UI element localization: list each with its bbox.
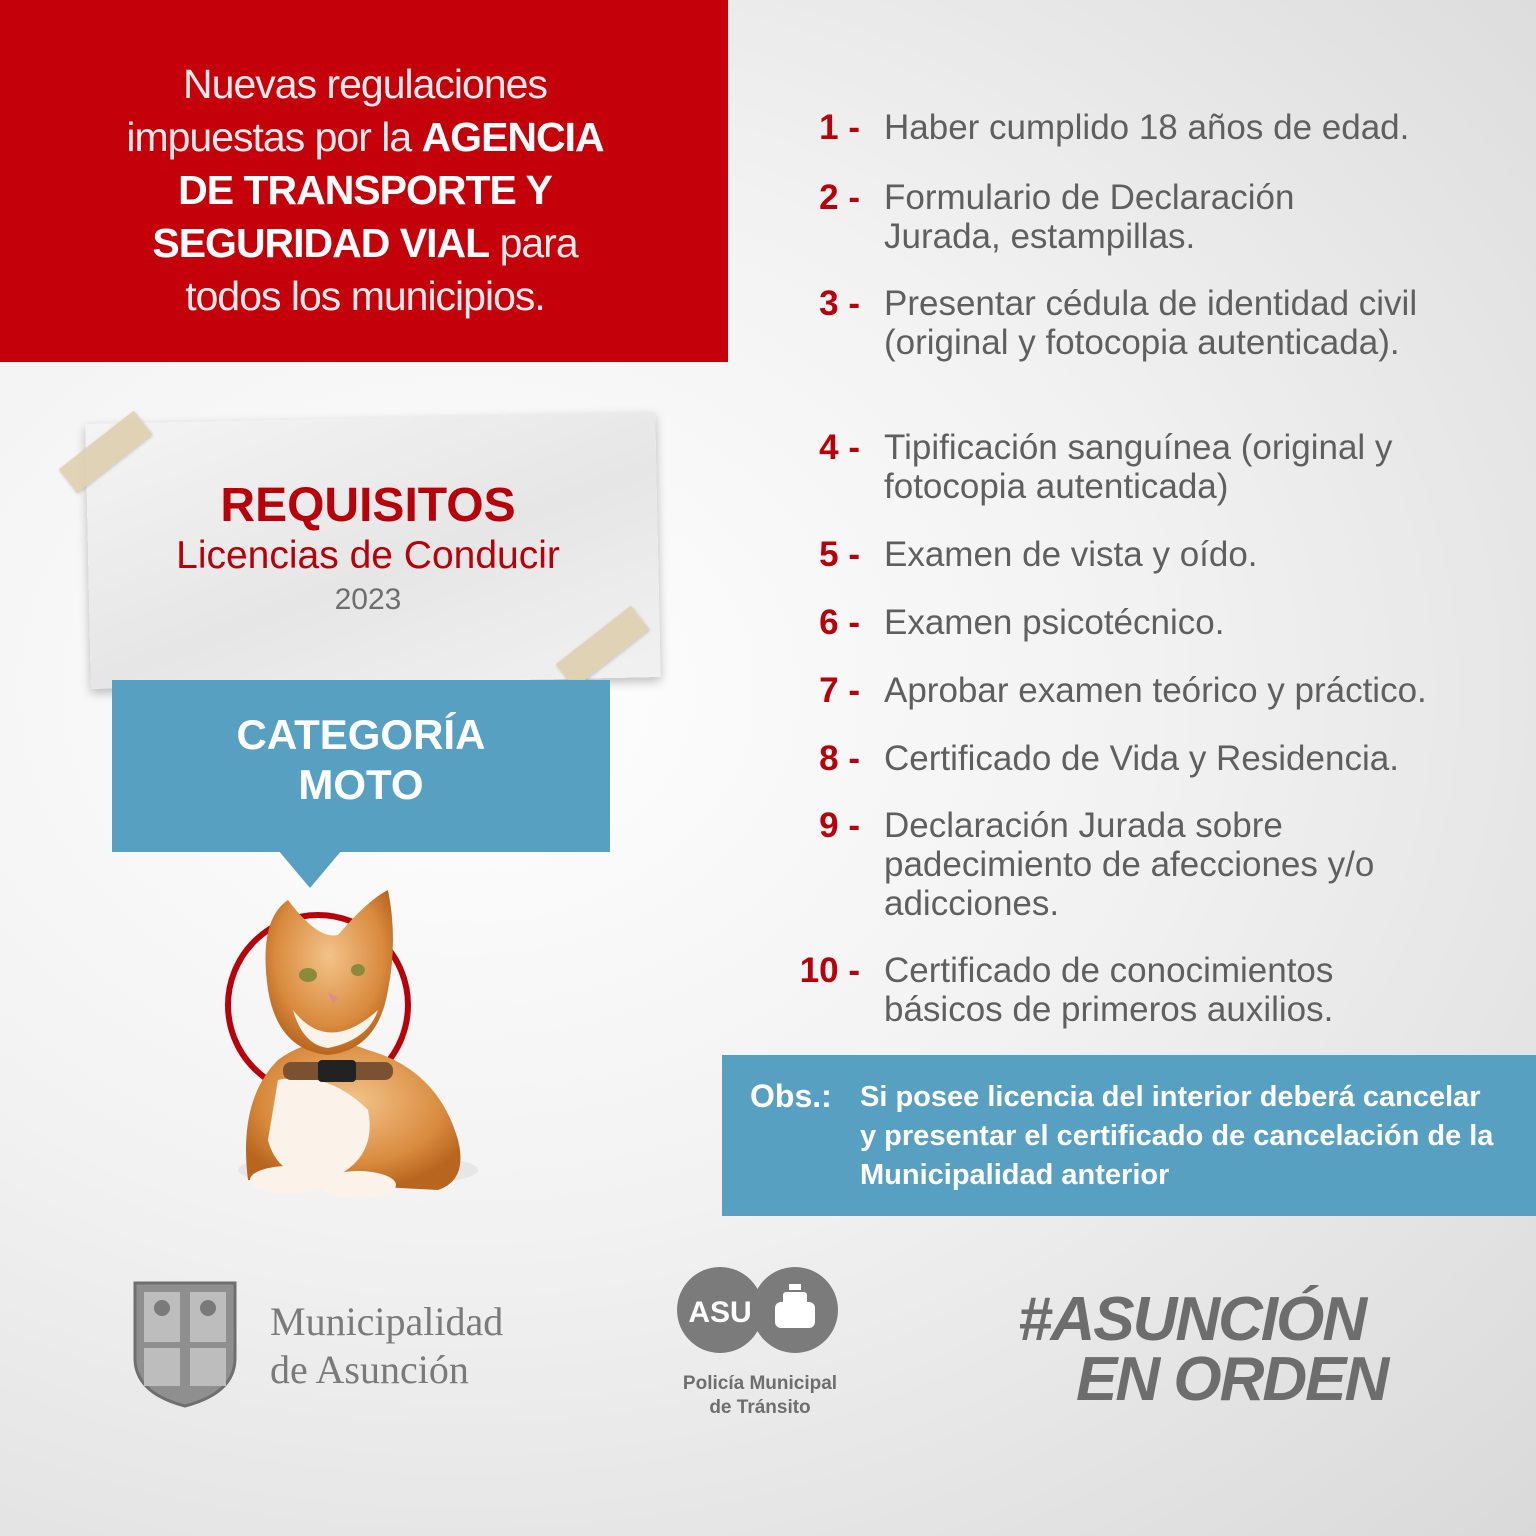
title-card-text [88,478,648,622]
header-line-3-bold: DE TRANSPORTE Y [178,167,552,213]
list-item [760,108,1464,147]
observation-text: Si posee licencia del interior deberá cancelar y presentar el certificado de cancelación de la Municipalidad anterior [860,1081,1494,1191]
item-text: Haber cumplido 18 años de edad. [884,108,1410,147]
header-text [60,58,670,323]
list-item [760,535,1464,574]
item-number: 4 - [819,428,860,467]
municipality-line-2: de Asunción [270,1347,469,1392]
police-name [640,1372,880,1420]
item-number: 1 - [819,108,860,147]
list-item [760,806,1444,923]
item-text: Examen de vista y oído. [884,535,1258,574]
header-line-1: Nuevas regulaciones [183,61,547,107]
item-number: 6 - [819,603,860,642]
list-item [760,428,1424,506]
requirements-subtitle: Licencias de Conducir [176,534,560,577]
list-item [760,178,1354,256]
category-line-2: MOTO [298,761,424,808]
hashtag-logo [1018,1285,1388,1414]
police-line-1: Policía Municipal [682,1373,838,1394]
header-line-2-pre: impuestas por la [126,114,422,160]
category-text [112,710,610,810]
item-number: 2 - [819,178,860,217]
requirements-title: REQUISITOS [220,479,516,532]
item-number: 9 - [819,806,860,845]
item-number: 10 - [799,951,860,990]
list-item [760,671,1504,710]
requirements-year: 2023 [334,583,402,616]
header-line-4-post: para [489,220,578,266]
header-line-4 [60,217,670,270]
municipality-line-1: Municipalidad [270,1299,504,1344]
municipality-shield-logo [130,1278,240,1408]
item-text: Certificado de Vida y Residencia. [884,739,1399,778]
header-line-5: todos los municipios. [185,273,545,319]
list-item [760,603,1464,642]
list-item [760,739,1484,778]
item-number: 7 - [819,671,860,710]
item-text: Formulario de Declaración Jurada, estampillas. [884,178,1295,256]
header-line-4-bold: SEGURIDAD VIAL [152,220,490,266]
hashtag-line-1: #ASUNCIÓN [1018,1285,1366,1354]
item-text: Declaración Jurada sobre padecimiento de afecciones y/o adicciones. [884,806,1375,923]
item-number: 3 - [819,284,860,323]
municipality-name [270,1298,503,1394]
police-line-2: de Tránsito [709,1397,811,1418]
hashtag-line-2: EN ORDEN [1076,1345,1388,1414]
header-line-2 [60,111,670,164]
item-number: 5 - [819,535,860,574]
list-item [760,951,1404,1029]
header-line-2-bold: AGENCIA [421,114,604,160]
item-text: Examen psicotécnico. [884,603,1225,642]
category-line-1: CATEGORÍA [236,711,486,758]
item-text: Certificado de conocimientos básicos de primeros auxilios. [884,951,1334,1029]
asu-badge-text: ASU [688,1296,752,1329]
item-number: 8 - [819,739,860,778]
item-text: Aprobar examen teórico y práctico. [884,671,1427,710]
observation-label: Obs.: [750,1078,832,1114]
cat-illustration [208,880,508,1240]
list-item [760,284,1424,362]
item-text: Presentar cédula de identidad civil (original y fotocopia autenticada). [884,284,1418,362]
header-line-3 [60,164,670,217]
asu-police-logo [675,1262,845,1372]
item-text: Tipificación sanguínea (original y fotocopia autenticada) [884,428,1393,506]
